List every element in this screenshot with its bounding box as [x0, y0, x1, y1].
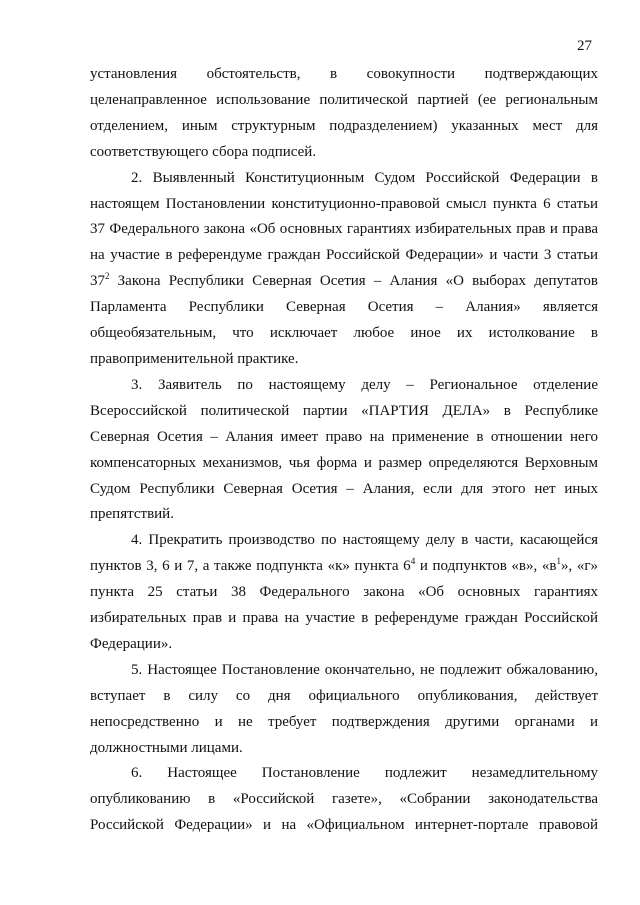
document-body: [90, 62, 598, 839]
superscript-2: 2: [105, 271, 110, 282]
paragraph-2: [90, 166, 598, 373]
paragraph-3: 3. Заявитель по настоящему делу – Региональное отделение Всероссийской политической партии «ПАРТИЯ ДЕЛА» в Республике Северная Осетия – Алания имеет право на применение в отношении него компенсаторных механизмов, чья форма и размер определяются Верховным Судом Республики Северная Осетия – Алания, если для этого нет иных препятствий.: [90, 376, 598, 523]
paragraph-4: [90, 528, 598, 658]
superscript-4: 4: [410, 556, 416, 567]
paragraph-5: 5. Настоящее Постановление окончательно, не подлежит обжалованию, вступает в силу со дня официального опубликования, действует непосредственно и не требует подтверждения другими органами и должностными лицами.: [90, 661, 598, 756]
page-number: 27: [577, 38, 592, 54]
paragraph-2-text-a: 2. Выявленный Конституционным Судом Российской Федерации в настоящем Постановлении конституционно-правовой смысл пункта 6 статьи 37 Федерального закона «Об основных гарантиях избирательных прав и права на участие в референдуме граждан Российской Федерации» и части 3 статьи 37: [90, 169, 598, 290]
paragraph-4-text-b: и подпунктов «в», «в: [415, 558, 557, 575]
paragraph-2-text-b: Закона Республики Северная Осетия – Алания «О выборах депутатов Парламента Республики Северная Осетия – Алания» является общеобязательным, что исключает любое иное их истолкование в правоприменительной практике.: [90, 273, 598, 367]
paragraph-4-text-c: », «г» пункта 25 статьи 38 Федерального закона «Об основных гарантиях избирательных прав и права на участие в референдуме граждан Российской Федерации».: [90, 558, 599, 652]
paragraph-6: 6. Настоящее Постановление подлежит незамедлительному опубликованию в «Российской газете», «Собрании законодательства Российской Федерации» и на «Официальном интернет-портале правовой: [90, 765, 598, 834]
paragraph-4-text-a: 4. Прекратить производство по настоящему делу в части, касающейся пунктов 3, 6 и 7, а также подпункта «к» пункта 6: [90, 532, 598, 575]
paragraph-continuation: установления обстоятельств, в совокупности подтверждающих целенаправленное использование политической партией (ее региональным отделением, иным структурным подразделением) указанных мест для соответствующего сбора подписей.: [90, 66, 598, 160]
superscript-1: 1: [556, 556, 561, 567]
